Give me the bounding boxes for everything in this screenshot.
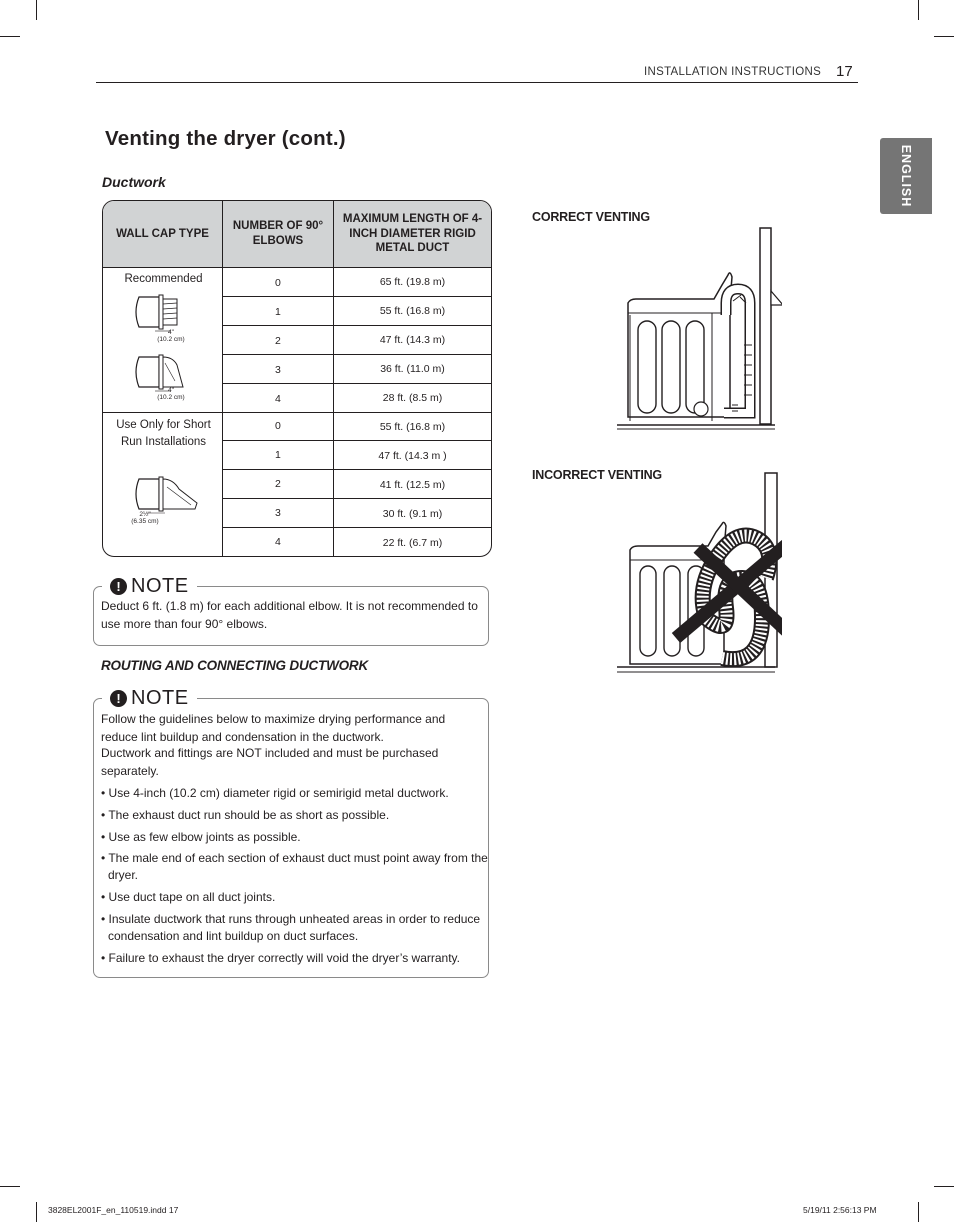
correct-venting-label: CORRECT VENTING [532,210,650,224]
length-cell: 65 ft. (19.8 m) [379,276,446,288]
group-label-recommended: Recommended [124,273,203,285]
elbows-cell: 0 [275,277,281,289]
crop-mark [934,1186,954,1187]
note-intro: Follow the guidelines below to maximize drying performance and reduce lint buildup and condensation in the ductwork. [101,712,446,744]
cap-dim-label: 4" (10.2 cm) [157,387,185,402]
elbows-cell: 4 [275,536,281,548]
elbows-cell: 1 [275,449,281,461]
length-cell: 41 ft. (12.5 m) [379,479,446,491]
elbows-cell: 2 [275,335,281,347]
crop-mark [918,0,919,20]
elbows-cell: 2 [275,478,281,490]
crop-mark [36,0,37,20]
length-cell: 28 ft. (8.5 m) [382,392,443,404]
length-cell: 30 ft. (9.1 m) [382,508,443,520]
note-text: Deduct 6 ft. (1.8 m) for each additional elbow. It is not recommended to use more than four 90° elbows. [101,599,478,631]
correct-venting-illustration [612,225,782,430]
language-tab-label: ENGLISH [899,144,913,208]
language-tab [880,138,932,214]
guideline-bullet: • Use 4-inch (10.2 cm) diameter rigid or semirigid metal ductwork. [101,786,449,800]
note-heading [102,687,197,710]
guideline-bullet: • The exhaust duct run should be as short as possible. [101,808,390,822]
page-title: Venting the dryer (cont.) [105,127,346,150]
crop-mark [0,36,20,37]
exclamation-icon: ! [110,690,127,707]
header-rule [96,82,858,83]
incorrect-venting-illustration [612,468,782,674]
header-wall-cap-type: WALL CAP TYPE [103,201,222,267]
note-heading [102,575,197,598]
footer-file: 3828EL2001F_en_110519.indd 17 [48,1205,179,1215]
length-cell: 22 ft. (6.7 m) [382,537,443,549]
page-number: 17 [836,63,853,80]
guideline-bullet: • Use duct tape on all duct joints. [101,890,276,904]
table-divider [222,201,223,556]
elbows-cell: 1 [275,306,281,318]
header-elbows: NUMBER OF 90° ELBOWS [223,201,333,267]
incorrect-venting-label: INCORRECT VENTING [532,468,662,482]
crop-mark [918,1202,919,1222]
length-cell: 47 ft. (14.3 m ) [378,450,447,462]
length-cell: 55 ft. (16.8 m) [379,421,446,433]
elbows-cell: 3 [275,364,281,376]
crop-mark [934,36,954,37]
routing-subheading: ROUTING AND CONNECTING DUCTWORK [101,658,369,673]
ductwork-table [102,200,492,557]
elbows-cell: 4 [275,393,281,405]
crop-mark [36,1202,37,1222]
header-max-length: MAXIMUM LENGTH OF 4-INCH DIAMETER RIGID METAL DUCT [334,201,491,267]
cap-dim-label: 2½" (6.35 cm) [131,511,159,526]
guideline-bullet: • Insulate ductwork that runs through unheated areas in order to reduce condensation and lint buildup on duct surfaces. [101,912,481,944]
crop-mark [0,1186,20,1187]
guideline-bullet: • Failure to exhaust the dryer correctly will void the dryer’s warranty. [101,951,461,965]
elbows-cell: 0 [275,420,281,432]
length-cell: 55 ft. (16.8 m) [379,305,446,317]
cap-dim-label: 4" (10.2 cm) [157,329,185,344]
ductwork-subheading: Ductwork [102,174,166,190]
section-header: INSTALLATION INSTRUCTIONS [644,66,822,78]
length-cell: 36 ft. (11.0 m) [380,363,445,375]
note-title: NOTE [131,687,189,709]
length-cell: 47 ft. (14.3 m) [379,334,446,346]
note-intro-2: Ductwork and fittings are NOT included and must be purchased separately. [101,746,439,778]
footer-timestamp: 5/19/11 2:56:13 PM [803,1205,877,1215]
elbows-cell: 3 [275,507,281,519]
guideline-bullet: • Use as few elbow joints as possible. [101,830,301,844]
group-label-short-run: Use Only for Short Run Installations [116,419,211,448]
guideline-bullet: • The male end of each section of exhaust duct must point away from the dryer. [101,851,488,883]
note-title: NOTE [131,575,189,597]
exclamation-icon: ! [110,578,127,595]
